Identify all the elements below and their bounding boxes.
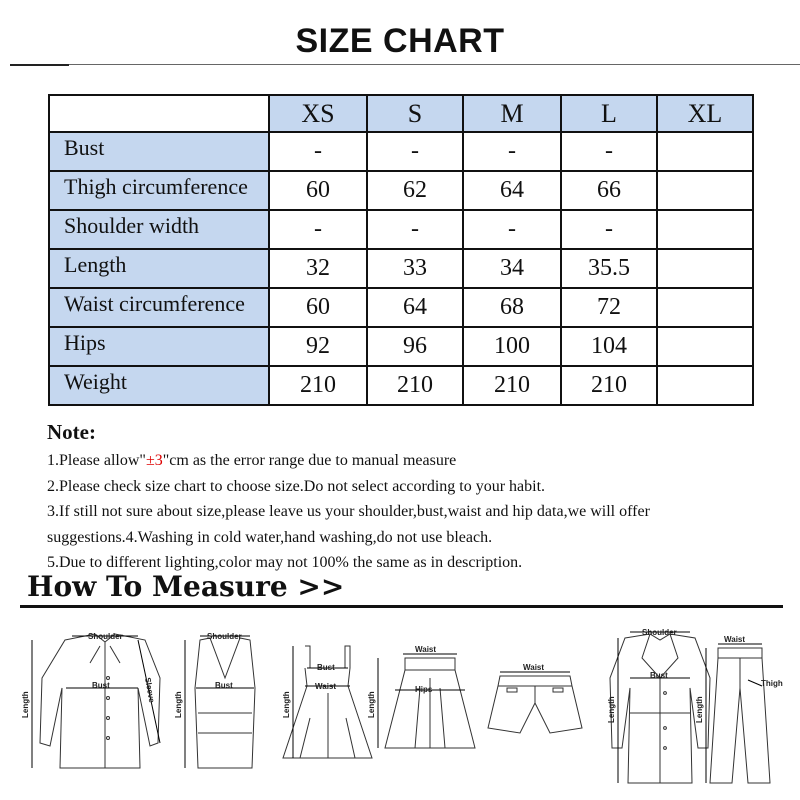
- table-cell: 64: [463, 171, 561, 210]
- table-row: [49, 132, 753, 171]
- note-1-start: 1.Please allow": [47, 452, 146, 469]
- length-label: Length: [695, 696, 704, 723]
- bust-label: Bust: [650, 671, 668, 680]
- table-cell: 96: [367, 327, 463, 366]
- length-label: Length: [607, 696, 616, 723]
- bust-label: Bust: [92, 681, 110, 690]
- length-label: Length: [174, 691, 183, 718]
- table-cell: 35.5: [561, 249, 657, 288]
- table-cell: 68: [463, 288, 561, 327]
- waist-label: Waist: [415, 645, 437, 654]
- table-cell: 60: [269, 288, 367, 327]
- table-cell: -: [463, 210, 561, 249]
- row-label-weight: Weight: [49, 366, 269, 405]
- shoulder-label: Shoulder: [642, 628, 677, 637]
- corner-cell: [49, 95, 269, 132]
- size-table: [48, 94, 754, 406]
- skirt-illustration: [367, 645, 475, 748]
- table-cell: 66: [561, 171, 657, 210]
- table-cell: 100: [463, 327, 561, 366]
- table-cell: 210: [367, 366, 463, 405]
- size-header-row: [49, 95, 753, 132]
- trousers-illustration: [695, 635, 783, 783]
- table-cell: -: [269, 210, 367, 249]
- row-label-shoulder: Shoulder width: [49, 210, 269, 249]
- note-line-5: 5.Due to different lighting,color may not 100% the same as in description.: [47, 554, 523, 571]
- table-cell: 72: [561, 288, 657, 327]
- measurement-illustrations: [10, 618, 790, 794]
- table-row: [49, 171, 753, 210]
- note-line-3: 3.If still not sure about size,please leave us your shoulder,bust,waist and hip data,we will offer: [47, 503, 650, 520]
- size-header-l: L: [561, 95, 657, 132]
- size-header-xs: XS: [269, 95, 367, 132]
- row-label-bust: Bust: [49, 132, 269, 171]
- table-cell: 33: [367, 249, 463, 288]
- hips-label: Hips: [415, 685, 433, 694]
- table-cell: -: [367, 132, 463, 171]
- waist-label: Waist: [523, 663, 545, 672]
- blouse-illustration: [21, 632, 160, 768]
- table-row: [49, 288, 753, 327]
- page-title: SIZE CHART: [295, 22, 505, 60]
- notes-heading: Note:: [47, 420, 96, 444]
- table-cell: -: [561, 210, 657, 249]
- table-cell: [657, 249, 753, 288]
- length-label: Length: [367, 691, 376, 718]
- note-line-2: 2.Please check size chart to choose size.Do not select according to your habit.: [47, 477, 546, 495]
- size-header-m: M: [463, 95, 561, 132]
- sleeve-label: Sleeve: [143, 676, 157, 704]
- table-cell: [657, 366, 753, 405]
- table-cell: [657, 327, 753, 366]
- thigh-label: Thigh: [761, 679, 783, 688]
- size-header-s: S: [367, 95, 463, 132]
- table-cell: [657, 171, 753, 210]
- notes-list: [47, 448, 787, 576]
- shoulder-label: Shoulder: [207, 632, 242, 641]
- length-label: Length: [282, 691, 291, 718]
- row-label-length: Length: [49, 249, 269, 288]
- length-label: Length: [21, 691, 30, 718]
- table-cell: 104: [561, 327, 657, 366]
- size-header-xl: XL: [657, 95, 753, 132]
- vest-illustration: [174, 632, 255, 768]
- note-line-1: [47, 448, 787, 474]
- table-cell: -: [367, 210, 463, 249]
- table-cell: 210: [561, 366, 657, 405]
- table-row: [49, 210, 753, 249]
- waist-label: Waist: [315, 682, 337, 691]
- table-cell: 64: [367, 288, 463, 327]
- how-to-measure-divider: [20, 605, 783, 608]
- title-underline: [69, 64, 800, 65]
- table-cell: -: [269, 132, 367, 171]
- note-line-3-cont: suggestions.4.Washing in cold water,hand washing,do not use bleach.: [47, 528, 493, 546]
- table-cell: 92: [269, 327, 367, 366]
- shorts-illustration: [488, 663, 582, 733]
- table-row: [49, 327, 753, 366]
- error-range-value: ±3: [145, 452, 163, 469]
- shoulder-label: Shoulder: [88, 632, 123, 641]
- note-1-end: "cm as the error range due to manual measure: [162, 452, 457, 469]
- table-cell: [657, 132, 753, 171]
- waist-label: Waist: [724, 635, 746, 644]
- row-label-waist: Waist circumference: [49, 288, 269, 327]
- how-to-measure-heading: How To Measure >>: [27, 570, 345, 603]
- title-underline-accent: [10, 64, 69, 66]
- table-cell: -: [561, 132, 657, 171]
- row-label-thigh: Thigh circumference: [49, 171, 269, 210]
- row-label-hips: Hips: [49, 327, 269, 366]
- dress-illustration: [282, 646, 372, 758]
- garment-diagrams: [10, 618, 790, 794]
- table-cell: -: [463, 132, 561, 171]
- table-cell: 32: [269, 249, 367, 288]
- table-cell: 34: [463, 249, 561, 288]
- table-cell: [657, 210, 753, 249]
- table-row: [49, 249, 753, 288]
- table-cell: 210: [269, 366, 367, 405]
- table-cell: 62: [367, 171, 463, 210]
- bust-label: Bust: [317, 663, 335, 672]
- table-cell: 60: [269, 171, 367, 210]
- table-cell: 210: [463, 366, 561, 405]
- table-cell: [657, 288, 753, 327]
- bust-label: Bust: [215, 681, 233, 690]
- table-row: [49, 366, 753, 405]
